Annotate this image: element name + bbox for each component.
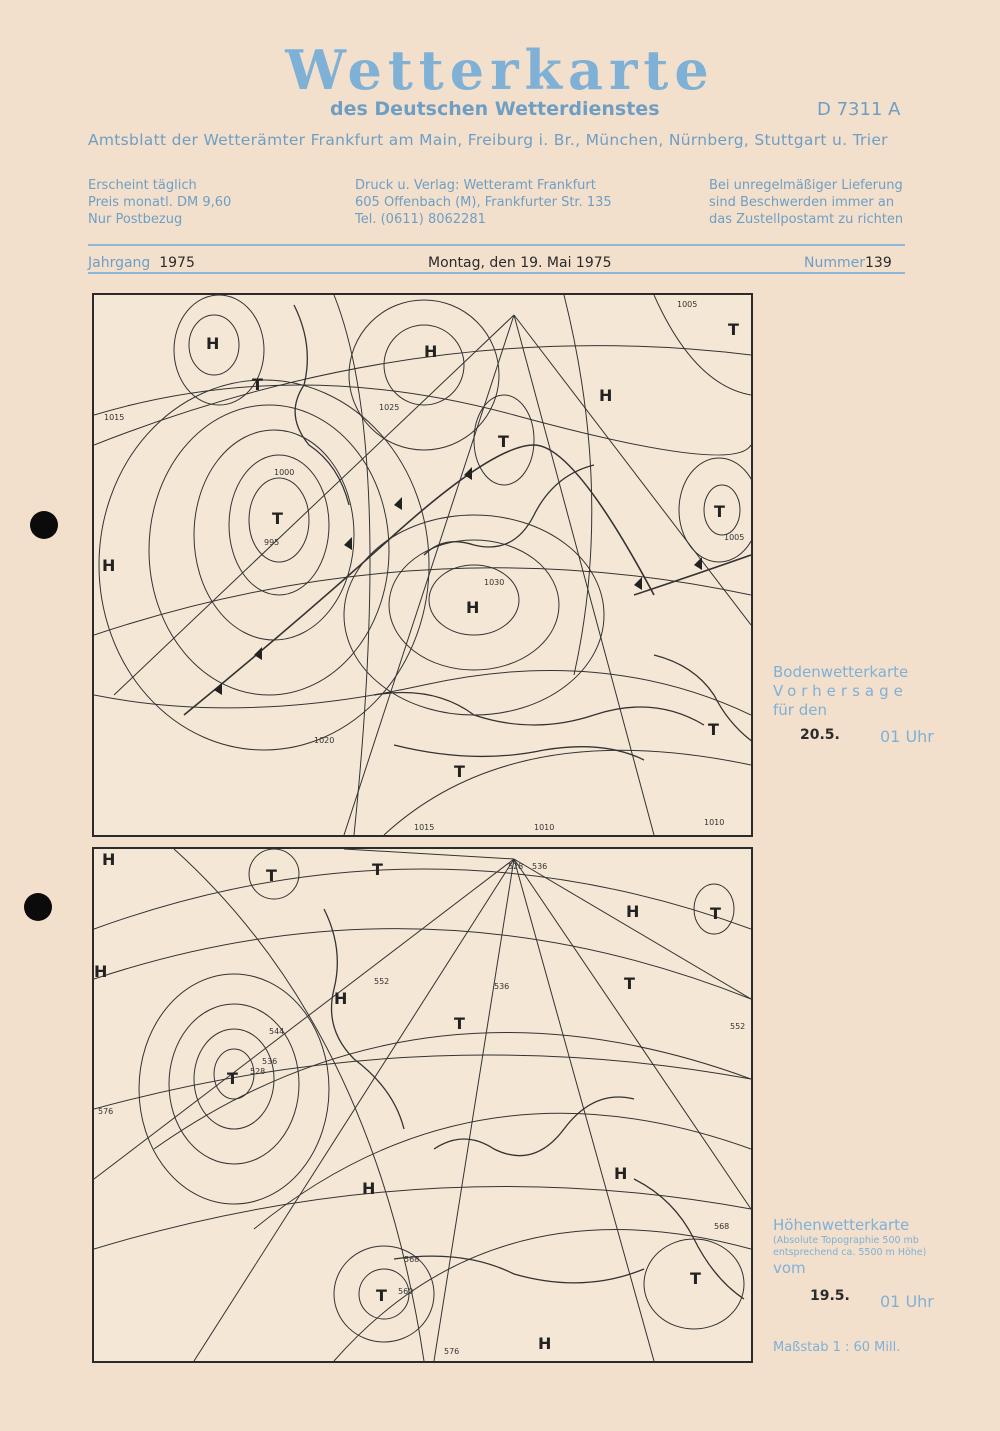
front-line xyxy=(184,445,654,715)
info-line: 605 Offenbach (M), Frankfurter Str. 135 xyxy=(355,195,612,210)
pressure-high: H xyxy=(206,334,220,353)
height-low: T xyxy=(454,1014,465,1033)
pressure-low: T xyxy=(272,509,283,528)
contour xyxy=(94,869,751,929)
height-high: H xyxy=(614,1164,628,1183)
isobar xyxy=(564,295,592,675)
surface-map-drawing xyxy=(94,295,751,835)
publisher-info xyxy=(355,177,612,228)
meridian xyxy=(114,315,514,695)
isobar-label: 1000 xyxy=(274,468,295,477)
info-line: das Zustellpostamt zu richten xyxy=(709,212,904,227)
contour-label: 560 xyxy=(398,1287,414,1296)
isobar-label: 1020 xyxy=(314,736,335,745)
coastline xyxy=(324,909,404,1129)
height-low: T xyxy=(690,1269,701,1288)
surface-weather-map xyxy=(92,293,753,837)
meridian xyxy=(344,849,514,859)
contour-label: 536 xyxy=(532,862,548,871)
front-line xyxy=(634,555,751,595)
contour xyxy=(94,929,751,999)
isobar-label: 1005 xyxy=(677,300,698,309)
punch-hole-top xyxy=(30,511,58,539)
isobar-label: 1005 xyxy=(724,533,745,542)
height-low: T xyxy=(710,904,721,923)
info-line: sind Beschwerden immer an xyxy=(709,195,895,210)
contour-label: 528 xyxy=(508,862,524,871)
isobar-label: 1025 xyxy=(379,403,400,412)
masthead-title: Wetterkarte xyxy=(285,38,715,102)
coastline xyxy=(374,693,704,726)
publication-info xyxy=(88,177,231,228)
pressure-high: H xyxy=(466,598,480,617)
isobar-label: 1015 xyxy=(414,823,435,832)
meridian xyxy=(514,859,654,1361)
surface-date: 20.5. xyxy=(800,727,840,743)
header-rule-bottom xyxy=(88,272,905,274)
contour xyxy=(139,974,329,1204)
amtsblatt-line: Amtsblatt der Wetterämter Frankfurt am Main, Freiburg i. Br., München, Nürnberg, Stuttgart u. Trier xyxy=(88,131,888,149)
upper-caption: Höhenwetterkarte (Absolute Topographie 500 mb entsprechend ca. 5500 m Höhe) vom xyxy=(773,1216,927,1277)
pressure-low: T xyxy=(714,502,725,521)
punch-hole-bottom xyxy=(24,893,52,921)
contour-label: 576 xyxy=(444,1347,460,1356)
contour xyxy=(174,849,424,1361)
contour xyxy=(154,1033,751,1149)
pressure-high: H xyxy=(599,386,613,405)
document-id: D 7311 A xyxy=(817,99,901,120)
pressure-high: H xyxy=(424,342,438,361)
issue-number: Nummer139 xyxy=(804,255,892,271)
pressure-low: T xyxy=(728,320,739,339)
delivery-info xyxy=(709,177,903,228)
masthead-subtitle: des Deutschen Wetterdienstes xyxy=(330,98,660,120)
coastline xyxy=(434,1097,634,1156)
isobar-label: 1030 xyxy=(484,578,505,587)
pressure-low: T xyxy=(454,762,465,781)
height-low: T xyxy=(624,974,635,993)
height-high: H xyxy=(334,989,348,1008)
contour-label: 536 xyxy=(262,1057,278,1066)
issue-date: Montag, den 19. Mai 1975 xyxy=(428,255,612,271)
height-high: H xyxy=(362,1179,376,1198)
height-high: H xyxy=(538,1334,552,1353)
header-rule-top xyxy=(88,244,905,246)
coastline xyxy=(294,305,349,505)
contour-label: 568 xyxy=(714,1222,730,1231)
isobar xyxy=(349,300,499,450)
parallel xyxy=(94,568,751,635)
map-scale: Maßstab 1 : 60 Mill. xyxy=(773,1340,901,1355)
isobar xyxy=(194,430,354,640)
pressure-low: T xyxy=(252,375,263,394)
height-low: T xyxy=(266,866,277,885)
contour-label: 544 xyxy=(269,1027,285,1036)
info-line: Bei unregelmäßiger Lieferung xyxy=(709,178,903,193)
isobar-label: 1010 xyxy=(534,823,555,832)
height-high: H xyxy=(102,850,116,869)
height-low: T xyxy=(227,1069,238,1088)
upper-time: 01 Uhr xyxy=(880,1292,934,1311)
height-high: H xyxy=(626,902,640,921)
contour-label: 576 xyxy=(98,1107,114,1116)
contour-label: 568 xyxy=(404,1255,420,1264)
meridian xyxy=(194,859,514,1361)
pressure-low: T xyxy=(498,432,509,451)
surface-time: 01 Uhr xyxy=(880,727,934,746)
isobar-label: 1010 xyxy=(704,818,725,827)
info-line: Preis monatl. DM 9,60 xyxy=(88,195,232,210)
coastline xyxy=(654,655,751,755)
height-low: T xyxy=(376,1286,387,1305)
upper-date: 19.5. xyxy=(810,1288,850,1304)
height-high: H xyxy=(94,962,108,981)
info-line: Tel. (0611) 8062281 xyxy=(355,212,486,227)
contour-label: 536 xyxy=(494,982,510,991)
meridian xyxy=(434,859,514,1361)
isobar xyxy=(384,750,751,835)
isobar-label: 1015 xyxy=(104,413,125,422)
contour-label: 552 xyxy=(374,977,390,986)
info-line: Nur Postbezug xyxy=(88,212,183,227)
coastline xyxy=(394,745,644,760)
front-symbols xyxy=(214,467,702,695)
meridian xyxy=(94,859,514,1179)
pressure-low: T xyxy=(708,720,719,739)
contour-label: 528 xyxy=(250,1067,266,1076)
jahrgang: Jahrgang 1975 xyxy=(88,255,195,271)
isobar xyxy=(334,295,370,835)
coastline xyxy=(424,465,594,555)
isobar xyxy=(384,325,464,405)
pressure-high: H xyxy=(102,556,116,575)
info-line: Druck u. Verlag: Wetteramt Frankfurt xyxy=(355,178,596,193)
contour-label: 552 xyxy=(730,1022,746,1031)
surface-caption: Bodenwetterkarte Vorhersage für den xyxy=(773,663,909,719)
info-line: Erscheint täglich xyxy=(88,178,197,193)
isobar-label: 995 xyxy=(264,538,280,547)
isobar xyxy=(654,295,751,395)
isobar xyxy=(94,385,751,455)
height-low: T xyxy=(372,860,383,879)
upper-air-map xyxy=(92,847,753,1363)
meridian xyxy=(514,315,751,625)
meridian xyxy=(514,315,654,835)
parallel xyxy=(94,1187,751,1250)
upper-map-drawing xyxy=(94,849,751,1361)
